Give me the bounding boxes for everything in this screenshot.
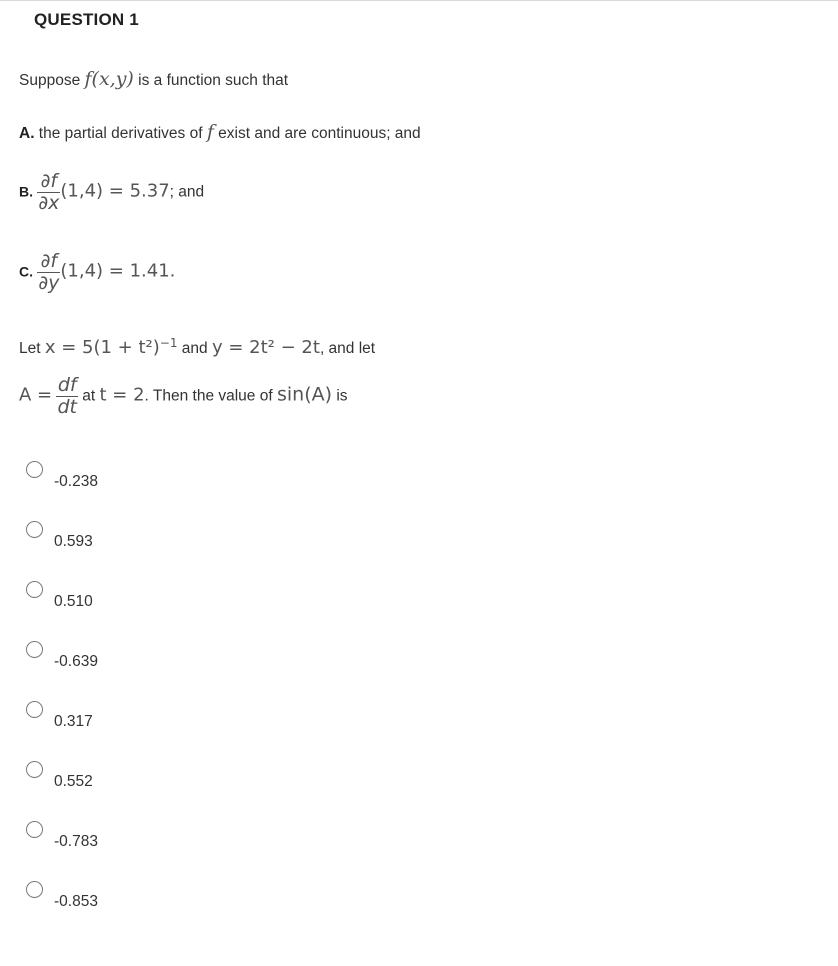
total-derivative-fraction: $\frac{df}{dt}$ xyxy=(57,374,77,418)
answer-option[interactable] xyxy=(26,821,326,851)
let-definitions: Let $x = 5(1 + t^2)^{-1}$ and y = 2t² − 2t, and let xyxy=(19,336,376,359)
answer-option-label: 0.317 xyxy=(54,713,93,730)
question-intro: Suppose f(x,y) is a function such that xyxy=(19,68,289,90)
answer-option-label: -0.853 xyxy=(54,893,98,910)
condition-c: C. $\frac{\partial f}{\partial y}$ (1,4) = 1.41. xyxy=(19,250,176,294)
radio-button-icon[interactable] xyxy=(26,461,43,478)
condition-a: A. the partial derivatives of f exist and are continuous; and xyxy=(19,121,421,143)
answer-option[interactable] xyxy=(26,461,326,491)
a-definition: A = $\frac{df}{dt}$ at t = 2. Then the value of sin(A) is xyxy=(19,374,348,418)
answer-option[interactable] xyxy=(26,581,326,611)
top-divider xyxy=(0,0,838,1)
answer-option-label: 0.552 xyxy=(54,773,93,790)
answer-option-label: -0.238 xyxy=(54,473,98,490)
radio-button-icon[interactable] xyxy=(26,821,43,838)
answer-option[interactable] xyxy=(26,881,326,911)
answer-option[interactable] xyxy=(26,641,326,671)
answer-option-label: 0.593 xyxy=(54,533,93,550)
radio-button-icon[interactable] xyxy=(26,521,43,538)
radio-button-icon[interactable] xyxy=(26,881,43,898)
question-title: QUESTION 1 xyxy=(34,10,139,29)
answer-option-label: -0.639 xyxy=(54,653,98,670)
condition-b: B. $\frac{\partial f}{\partial x}$ (1,4) = 5.37; and xyxy=(19,170,205,214)
answer-option[interactable] xyxy=(26,701,326,731)
answer-option[interactable] xyxy=(26,521,326,551)
answer-option[interactable] xyxy=(26,761,326,791)
radio-button-icon[interactable] xyxy=(26,581,43,598)
answer-option-label: 0.510 xyxy=(54,593,93,610)
radio-button-icon[interactable] xyxy=(26,761,43,778)
partial-fraction-x: $\frac{\partial f}{\partial x}$ xyxy=(38,170,60,214)
answer-option-label: -0.783 xyxy=(54,833,98,850)
radio-button-icon[interactable] xyxy=(26,701,43,718)
partial-fraction-y: $\frac{\partial f}{\partial y}$ xyxy=(38,250,60,294)
radio-button-icon[interactable] xyxy=(26,641,43,658)
